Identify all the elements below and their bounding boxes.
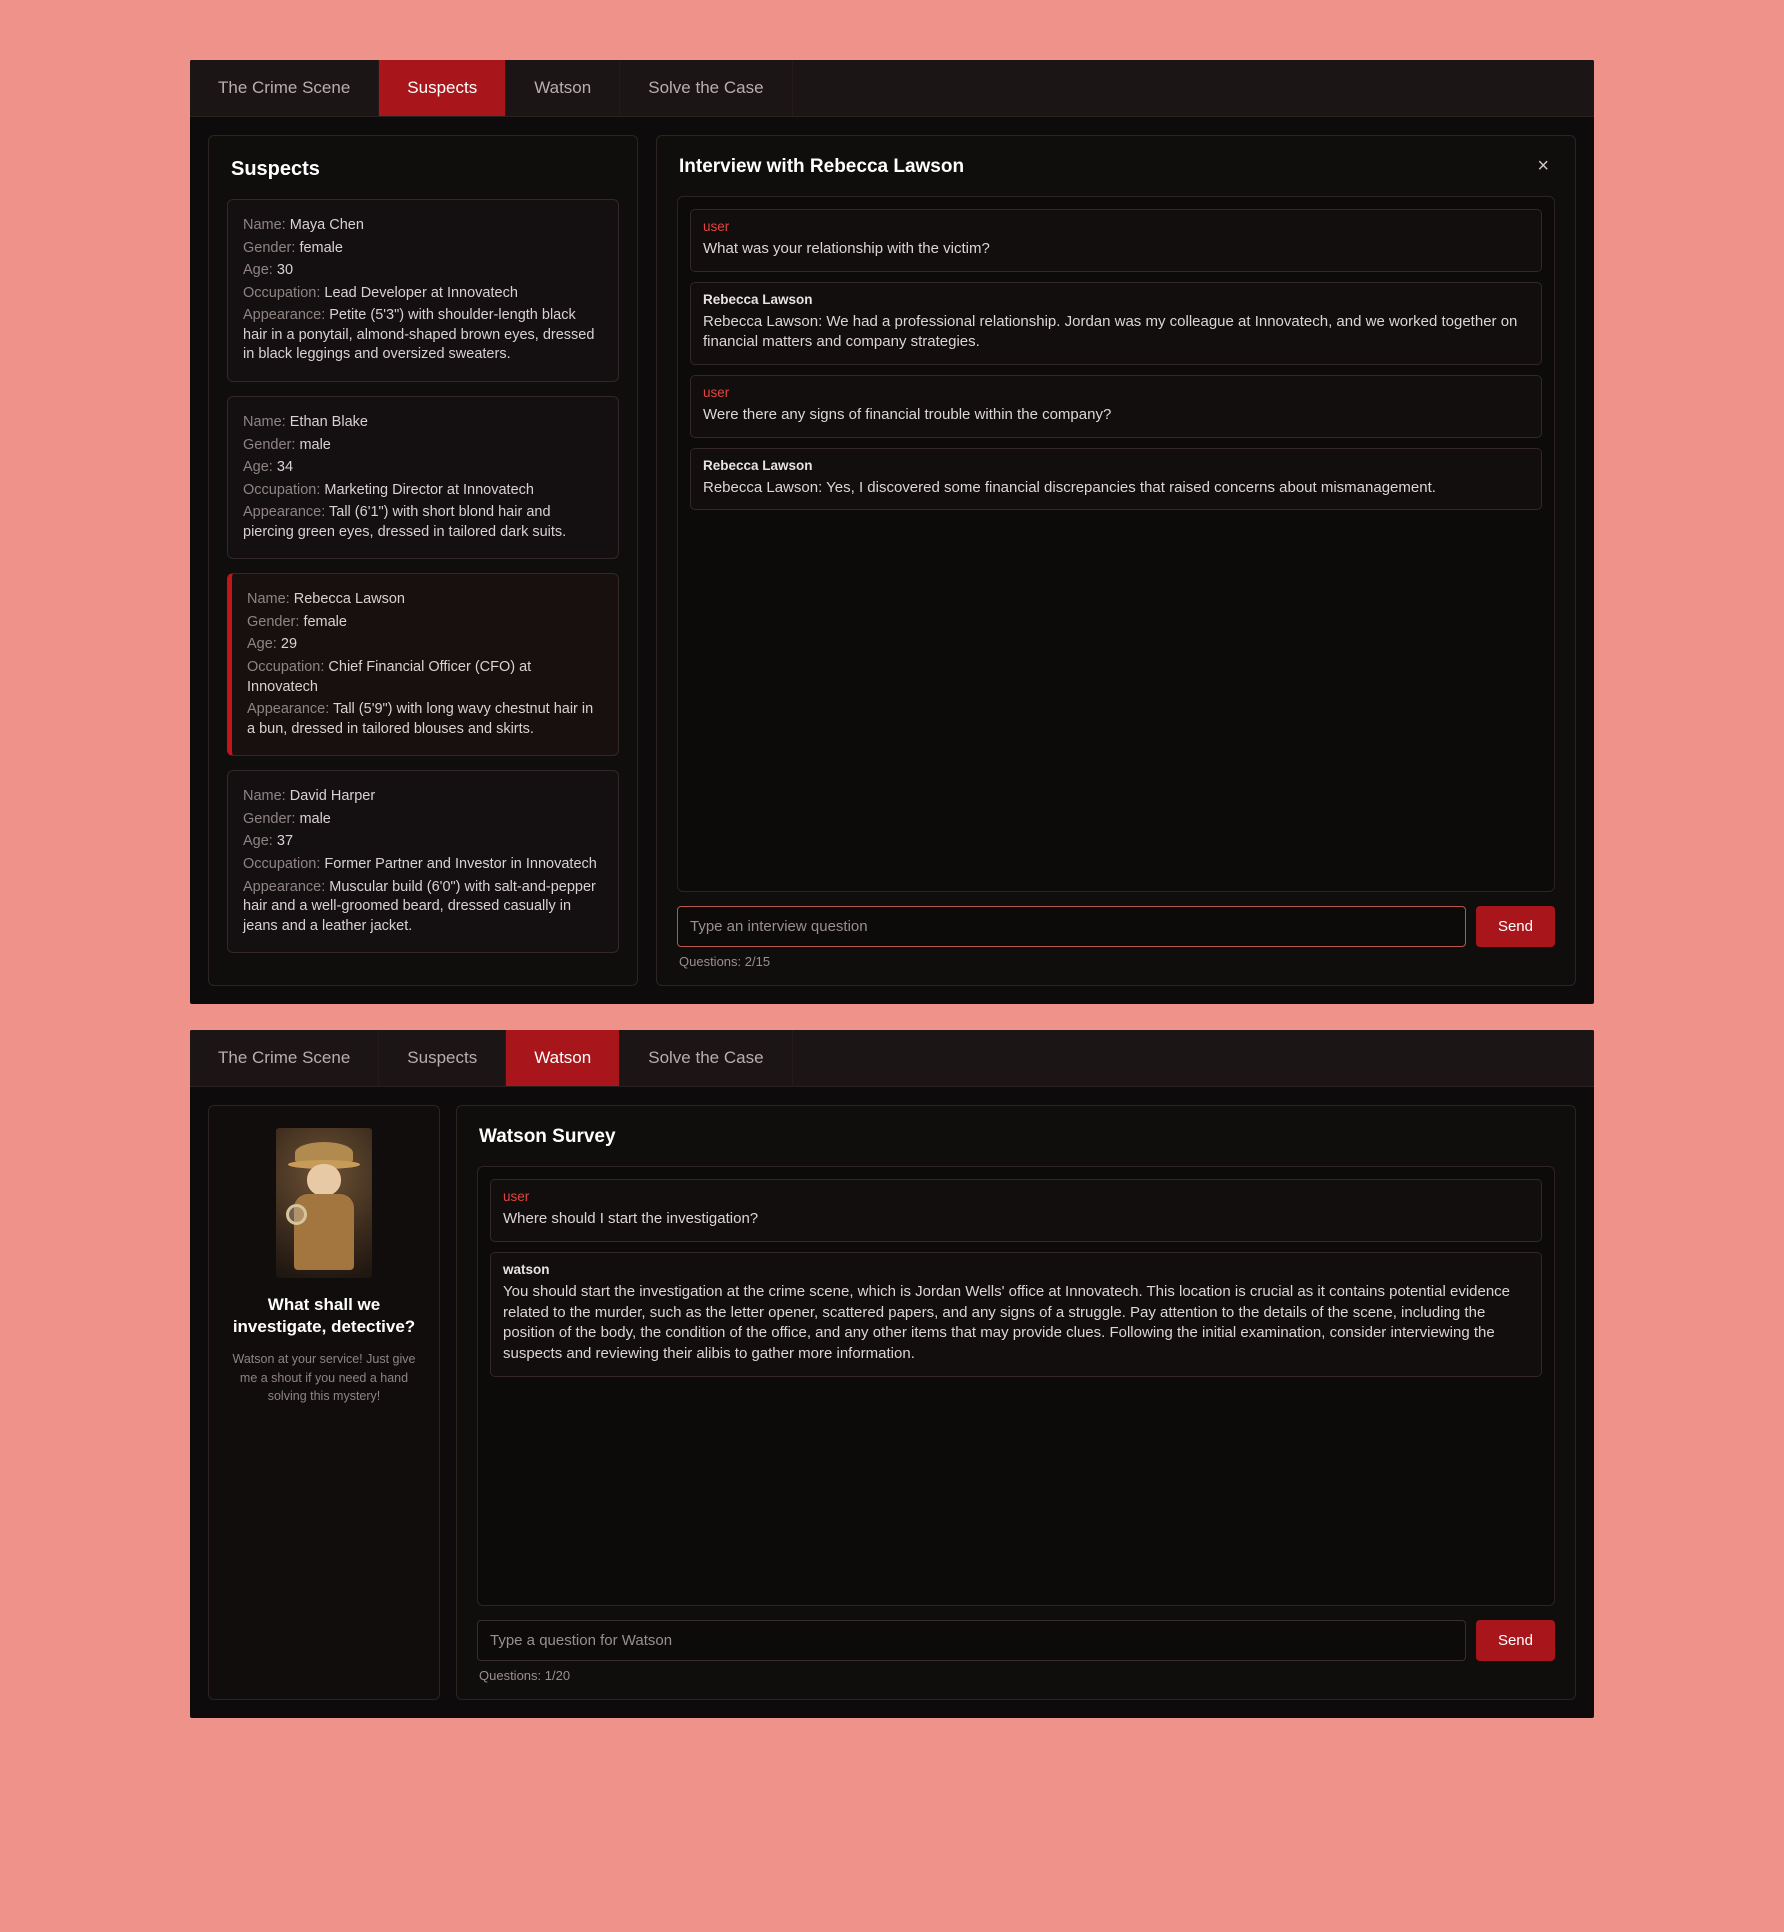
message-author: user [503,1189,530,1205]
gender-label: Gender: [243,239,296,256]
tab-watson[interactable]: Watson [506,60,620,116]
suspect-age-row [243,261,603,281]
suspect-occupation-row [247,658,603,697]
watson-send-button[interactable]: Send [1476,1620,1555,1661]
watson-subtext: Watson at your service! Just give me a shout if you need a hand solving this mystery! [232,1352,416,1403]
page-title: Suspects [231,158,320,180]
name-label: Name: [243,217,286,233]
message-author: Rebecca Lawson [703,457,813,473]
suspects-window [190,60,1594,1004]
suspect-name-row [247,590,603,610]
tabbar-watson [190,1030,1594,1087]
suspect-appearance-row [243,503,603,542]
watson-composer [477,1620,1555,1661]
occupation-label: Occupation: [243,855,321,872]
suspect-name-row [243,216,603,236]
suspect-name-row [243,787,603,807]
message-author: user [703,385,730,401]
chat-message [490,1252,1542,1377]
message-author: user [703,219,730,234]
age-label: Age: [243,262,273,279]
suspect-gender-row [243,810,603,830]
name-value: Rebecca Lawson [293,591,405,608]
age-value: 34 [276,459,294,476]
appearance-label: Appearance: [243,504,326,521]
chat-message [490,1179,1542,1242]
appearance-value: Tall (5'9") with long wavy chestnut hair in a bun, dressed in tailored blouses and skirts. [247,701,594,737]
message-text: Rebecca Lawson: Yes, I discovered some financial discrepancies that raised concerns about mismanagement. [703,478,1436,496]
interview-question-input[interactable] [677,906,1466,947]
suspects-panel [208,135,638,986]
name-value: Ethan Blake [289,413,368,430]
chat-message [690,375,1542,438]
interview-panel [656,135,1576,986]
watson-avatar-icon [276,1128,372,1278]
message-text: Where should I start the investigation? [503,1210,759,1228]
message-text: You should start the investigation at the crime scene, which is Jordan Wells' office at Innovatech. This location is crucial as it contains potential evidence related to the murder, such as the letter opener, scattered papers, and any signs of a struggle. Pay attention to the details of the scene, including the position of the body, the condition of the office, and any other items that may provide clues. Following the initial examination, consider interviewing the suspects and reviewing their alibis to gather more information. [503,1282,1511,1362]
tab-solve-the-case[interactable]: Solve the Case [620,1030,792,1086]
suspect-occupation-row [243,284,603,304]
tab-suspects[interactable]: Suspects [379,1030,506,1086]
suspect-card-ethan-blake[interactable] [227,396,619,559]
gender-value: male [299,436,331,453]
suspect-age-row [243,832,603,852]
suspect-appearance-row [247,700,603,739]
appearance-label: Appearance: [243,878,326,895]
gender-value: female [299,239,343,256]
appearance-value: Tall (6'1") with short blond hair and piercing green eyes, dressed in tailored dark suits. [243,504,567,540]
occupation-label: Occupation: [247,659,325,675]
suspects-screen-body [190,117,1594,1004]
suspect-age-row [247,635,603,655]
name-value: Maya Chen [289,217,364,233]
occupation-label: Occupation: [243,481,321,498]
watson-sidebar [208,1105,440,1700]
watson-survey-panel [456,1105,1576,1700]
name-label: Name: [243,788,286,805]
age-label: Age: [243,833,273,850]
interview-title: Interview with Rebecca Lawson [679,156,965,177]
suspect-age-row [243,458,603,478]
age-label: Age: [247,636,277,653]
suspect-gender-row [243,239,603,259]
watson-screen-body [190,1087,1594,1718]
suspect-name-row [243,413,603,433]
tab-the-crime-scene[interactable]: The Crime Scene [190,60,379,116]
appearance-value: Petite (5'3") with shoulder-length black hair in a ponytail, almond-shaped brown eyes, dressed in black leggings and oversized sweaters. [243,307,595,363]
chat-message [690,282,1542,365]
gender-value: male [299,810,331,827]
occupation-value: Lead Developer at Innovatech [324,284,518,301]
suspect-card-maya-chen[interactable] [227,199,619,382]
occupation-value: Chief Financial Officer (CFO) at Innovatech [247,659,532,695]
name-value: David Harper [289,788,376,805]
appearance-label: Appearance: [247,701,330,718]
age-label: Age: [243,459,273,476]
suspect-card-david-harper[interactable] [227,770,619,953]
watson-chat-log[interactable] [477,1166,1555,1606]
appearance-value: Muscular build (6'0") with salt-and-pepper hair and a well-groomed beard, dressed casually in jeans and a leather jacket. [243,878,596,934]
watson-window [190,1030,1594,1718]
gender-label: Gender: [243,436,296,453]
suspect-card-rebecca-lawson[interactable] [227,573,619,756]
message-text: Were there any signs of financial trouble within the company? [703,406,1112,424]
suspect-gender-row [243,436,603,456]
suspect-appearance-row [243,306,603,365]
interview-question-count: Questions: 2/15 [679,954,771,970]
occupation-value: Marketing Director at Innovatech [324,481,534,498]
gender-label: Gender: [243,810,296,827]
tabbar-suspects [190,60,1594,117]
tab-watson[interactable]: Watson [506,1030,620,1086]
name-label: Name: [247,591,290,608]
watson-question-count: Questions: 1/20 [479,1668,571,1684]
message-author: watson [503,1261,550,1277]
watson-heading: What shall we investigate, detective? [232,1295,416,1337]
appearance-label: Appearance: [243,307,326,324]
age-value: 37 [276,833,294,850]
interview-send-button[interactable]: Send [1476,906,1555,947]
tab-the-crime-scene[interactable]: The Crime Scene [190,1030,379,1086]
watson-question-input[interactable] [477,1620,1466,1661]
interview-composer [677,906,1555,947]
message-text: What was your relationship with the victim? [703,240,990,257]
suspect-appearance-row [243,878,603,937]
interview-header [677,154,1555,178]
watson-survey-title: Watson Survey [479,1126,616,1148]
tab-suspects[interactable]: Suspects [379,60,506,116]
interview-chat-log[interactable] [677,196,1555,892]
chat-message [690,209,1542,272]
message-text: Rebecca Lawson: We had a professional relationship. Jordan was my colleague at Innovatech, and we worked together on financial matters and company strategies. [703,312,1518,351]
message-author: Rebecca Lawson [703,291,813,307]
age-value: 29 [280,636,298,653]
gender-label: Gender: [247,613,300,630]
chat-message [690,448,1542,511]
occupation-label: Occupation: [243,284,321,301]
name-label: Name: [243,413,286,430]
age-value: 30 [276,262,294,279]
suspect-gender-row [247,613,603,633]
close-icon[interactable]: × [1537,155,1549,177]
occupation-value: Former Partner and Investor in Innovatech [324,855,597,872]
tab-solve-the-case[interactable]: Solve the Case [620,60,792,116]
gender-value: female [303,613,347,630]
suspect-occupation-row [243,481,603,501]
suspect-occupation-row [243,855,603,875]
